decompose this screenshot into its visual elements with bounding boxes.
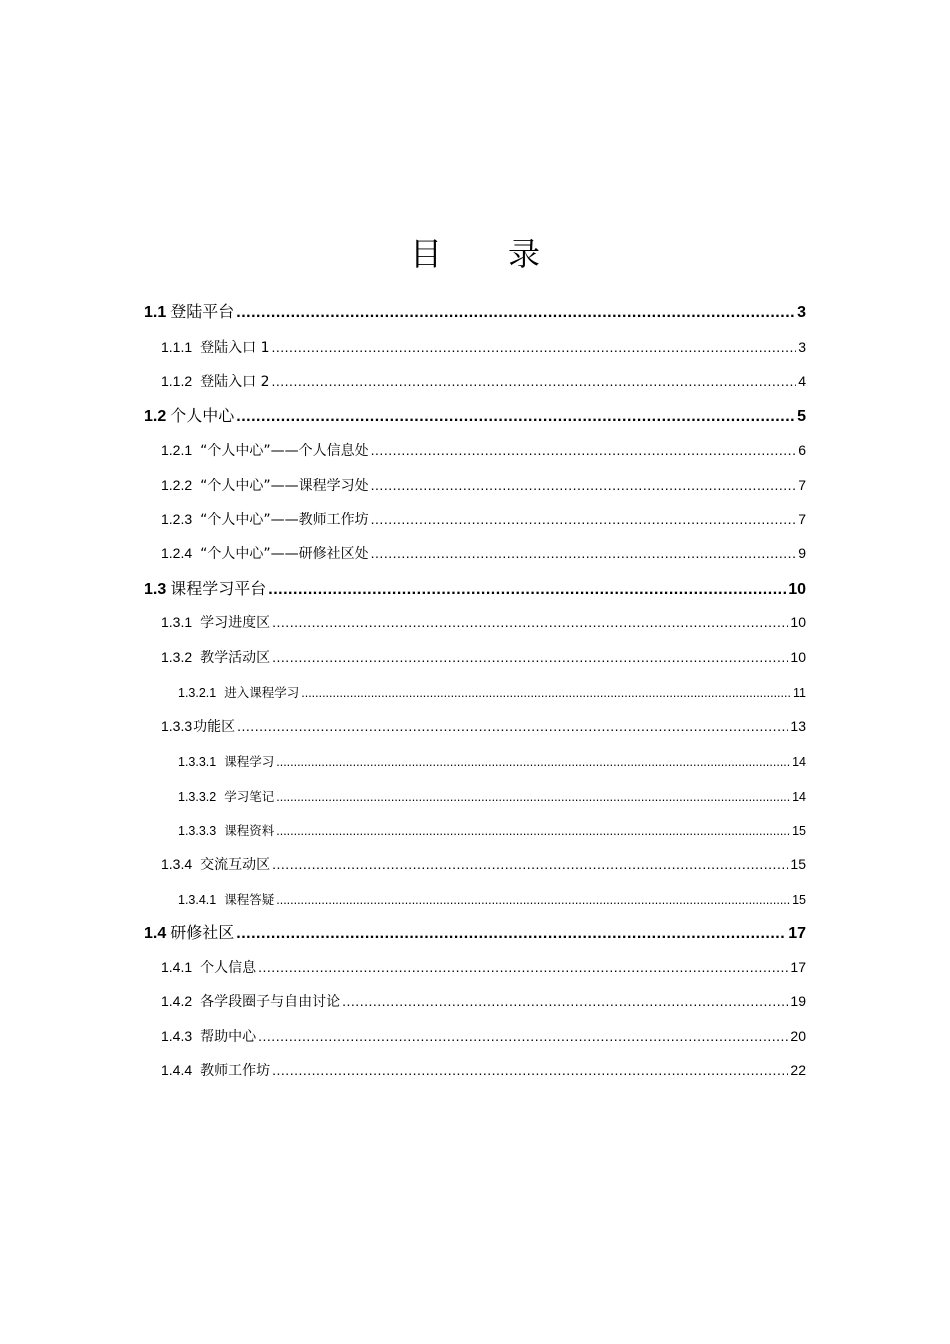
toc-entry-1-4-3[interactable] [161, 1026, 806, 1046]
toc-entry-page: 7 [798, 477, 806, 493]
toc-entry-page: 15 [790, 856, 806, 872]
toc-entry-title: “个人中心”——课程学习处 [200, 478, 369, 494]
toc-entry-1-1-1[interactable] [161, 337, 806, 357]
toc-entry-title: 课程资料 [224, 823, 275, 838]
toc-entry-page: 9 [798, 545, 806, 561]
toc-entry-1-3-2-1[interactable] [178, 683, 806, 701]
toc-entry-1-1[interactable] [144, 299, 806, 322]
toc-entry-title: “个人中心”——个人信息处 [200, 443, 369, 459]
toc-entry-title: 学习笔记 [224, 789, 275, 804]
toc-entry-number: 1.2.4 [161, 545, 193, 561]
toc-entry-number: 1.2.3 [161, 511, 193, 527]
toc-entry-number: 1.4.1 [161, 959, 193, 975]
toc-leader-dots [258, 1028, 788, 1044]
toc-entry-1-3-4[interactable] [161, 854, 806, 874]
toc-entry-1-4-2[interactable] [161, 991, 806, 1011]
toc-entry-page: 14 [792, 755, 806, 769]
toc-entry-page: 5 [797, 408, 806, 425]
toc-entry-number: 1.3.3.3 [178, 824, 217, 838]
toc-leader-dots [371, 442, 797, 458]
toc-entry-1-4-1[interactable] [161, 957, 806, 977]
toc-entry-title: 各学段圈子与自由讨论 [200, 994, 341, 1010]
toc-entry-1-3-2[interactable] [161, 647, 806, 667]
toc-entry-title: 登陆入口 1 [200, 340, 270, 356]
toc-leader-dots [272, 856, 788, 872]
toc-entry-title: 登陆平台 [170, 302, 235, 321]
toc-leader-dots [258, 959, 788, 975]
toc-entry-page: 20 [790, 1028, 806, 1044]
toc-entry-page: 10 [790, 614, 806, 630]
toc-entry-number: 1.4 [144, 925, 167, 942]
toc-entry-number: 1.3.3 [161, 718, 193, 734]
toc-leader-dots [272, 373, 797, 389]
toc-entry-title: 教师工作坊 [200, 1063, 271, 1079]
toc-entry-1-2-1[interactable] [161, 440, 806, 460]
toc-entry-number: 1.3.3.2 [178, 790, 217, 804]
toc-entry-number: 1.2 [144, 408, 167, 425]
toc-heading [0, 232, 950, 276]
toc-entry-number: 1.3.4 [161, 856, 193, 872]
toc-entry-1-4[interactable] [144, 920, 806, 943]
toc-entry-title: 课程答疑 [224, 892, 275, 907]
toc-entry-number: 1.4.2 [161, 993, 193, 1009]
toc-entry-1-3-3[interactable] [161, 716, 806, 736]
toc-entry-page: 10 [788, 581, 806, 598]
toc-entry-page: 19 [790, 993, 806, 1009]
toc-entry-title: 研修社区 [170, 923, 235, 942]
toc-leader-dots [272, 649, 788, 665]
toc-entry-1-3-4-1[interactable] [178, 890, 806, 908]
toc-entry-title: 登陆入口 2 [200, 374, 270, 390]
toc-entry-page: 22 [790, 1062, 806, 1078]
toc-entry-number: 1.1 [144, 304, 167, 321]
toc-entry-1-3-3-2[interactable] [178, 787, 806, 805]
toc-heading-char-2: 录 [508, 235, 541, 273]
toc-entry-number: 1.1.2 [161, 373, 193, 389]
toc-entry-page: 14 [792, 790, 806, 804]
toc-leader-dots [236, 408, 795, 426]
toc-entry-title: 进入课程学习 [224, 685, 300, 700]
toc-leader-dots [371, 511, 797, 527]
toc-entry-number: 1.2.1 [161, 442, 193, 458]
toc-entry-1-2[interactable] [144, 403, 806, 426]
toc-leader-dots [301, 686, 791, 700]
toc-leader-dots [236, 925, 786, 943]
toc-entry-number: 1.4.3 [161, 1028, 193, 1044]
toc-entry-page: 7 [798, 511, 806, 527]
toc-entry-page: 4 [798, 373, 806, 389]
toc-entry-number: 1.4.4 [161, 1062, 193, 1078]
toc-entry-title: 个人信息 [200, 960, 257, 976]
toc-leader-dots [276, 755, 790, 769]
toc-leader-dots [268, 581, 786, 599]
toc-entry-1-3-3-3[interactable] [178, 821, 806, 839]
toc-entry-page: 17 [790, 959, 806, 975]
toc-heading-char-1: 目 [409, 235, 442, 273]
toc-leader-dots [342, 993, 788, 1009]
toc-leader-dots [276, 824, 790, 838]
toc-leader-dots [371, 545, 797, 561]
toc-leader-dots [371, 477, 797, 493]
toc-entry-number: 1.3.2 [161, 649, 193, 665]
toc-entry-page: 13 [790, 718, 806, 734]
toc-entry-title: 交流互动区 [200, 857, 271, 873]
toc-entry-number: 1.3.3.1 [178, 755, 217, 769]
toc-entry-title: 功能区 [193, 719, 236, 735]
toc-entry-number: 1.2.2 [161, 477, 193, 493]
toc-entry-title: 教学活动区 [200, 650, 271, 666]
toc-entry-page: 6 [798, 442, 806, 458]
toc-leader-dots [272, 1062, 788, 1078]
toc-entry-page: 11 [793, 686, 806, 700]
toc-entry-title: 帮助中心 [200, 1029, 257, 1045]
toc-entry-1-1-2[interactable] [161, 371, 806, 391]
toc-entry-1-3[interactable] [144, 576, 806, 599]
toc-entry-page: 15 [792, 893, 806, 907]
toc-entry-title: 学习进度区 [200, 615, 271, 631]
toc-entry-1-3-3-1[interactable] [178, 752, 806, 770]
toc-entry-page: 3 [798, 339, 806, 355]
toc-entry-page: 17 [788, 925, 806, 942]
toc-entry-number: 1.3.2.1 [178, 686, 217, 700]
toc-leader-dots [236, 304, 795, 322]
toc-entry-1-2-2[interactable] [161, 475, 806, 495]
toc-entry-title: 个人中心 [170, 406, 235, 425]
toc-leader-dots [272, 339, 797, 355]
toc-entry-1-2-4[interactable] [161, 543, 806, 563]
toc-entry-title: “个人中心”——研修社区处 [200, 546, 369, 562]
toc-entry-1-2-3[interactable] [161, 509, 806, 529]
toc-leader-dots [237, 718, 788, 734]
toc-entry-page: 10 [790, 649, 806, 665]
toc-leader-dots [272, 614, 788, 630]
toc-leader-dots [276, 790, 790, 804]
toc-entry-number: 1.1.1 [161, 339, 193, 355]
toc-entry-1-3-1[interactable] [161, 612, 806, 632]
toc-entry-title: 课程学习 [224, 754, 275, 769]
toc-entry-number: 1.3.1 [161, 614, 193, 630]
toc-entry-title: 课程学习平台 [170, 579, 267, 598]
toc-entry-page: 15 [792, 824, 806, 838]
toc-entry-number: 1.3 [144, 581, 167, 598]
toc-entry-page: 3 [797, 304, 806, 321]
toc-entry-title: “个人中心”——教师工作坊 [200, 512, 369, 528]
toc-leader-dots [276, 893, 790, 907]
toc-entry-1-4-4[interactable] [161, 1060, 806, 1080]
toc-entry-number: 1.3.4.1 [178, 893, 217, 907]
